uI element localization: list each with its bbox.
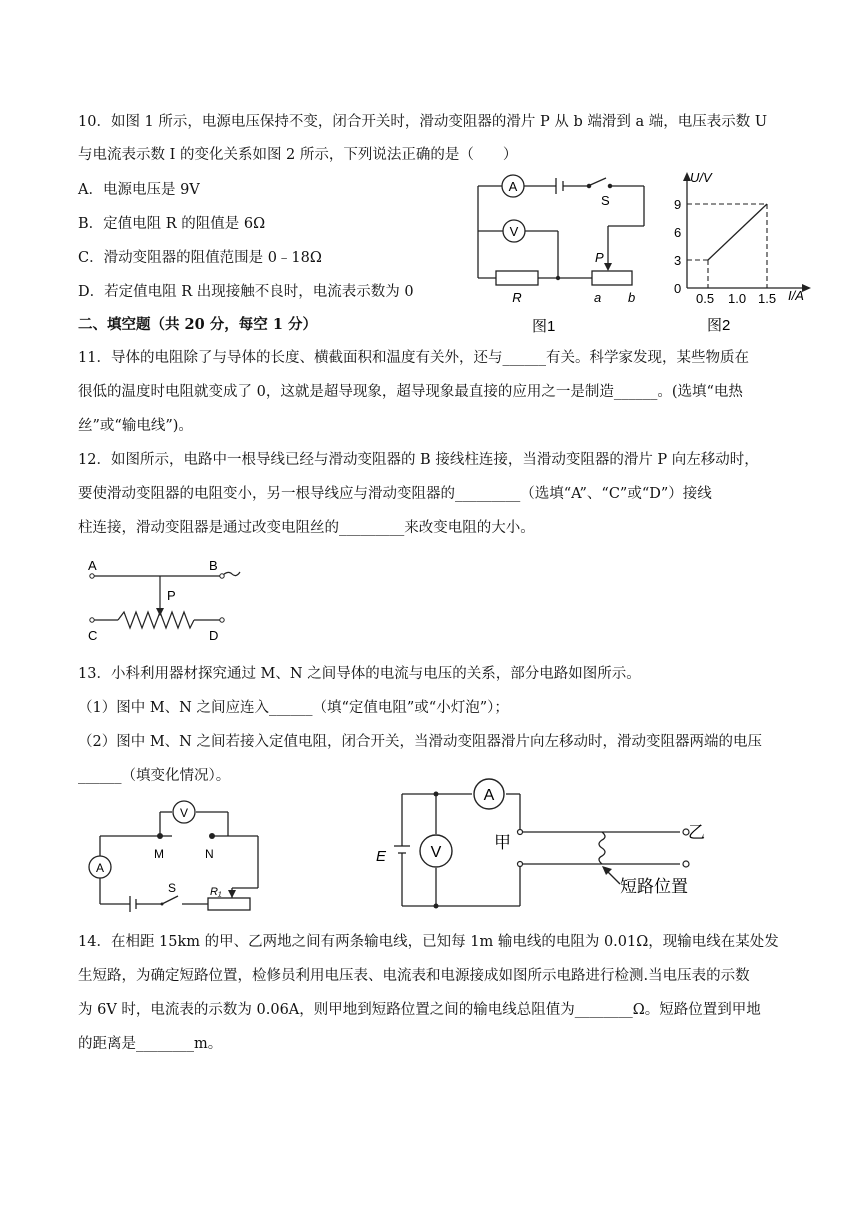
terminal-c-icon — [90, 618, 94, 622]
q13-m-label: M — [154, 847, 164, 861]
q13-n-label: N — [205, 847, 214, 861]
q12-line2: 要使滑动变阻器的电阻变小，另一根导线应与滑动变阻器的_________（选填“A”、“C”或“D”）接线 — [78, 486, 712, 502]
q14-line3: 为 6V 时，电流表的示数为 0.06A，则甲地到短路位置之间的输电线总阻值为________Ω。短路位置到甲地 — [78, 1002, 761, 1018]
junction-dot — [434, 904, 439, 909]
fig1-end-b-label: b — [628, 290, 636, 305]
terminal-m-icon — [157, 833, 163, 839]
q14-voltmeter-label: V — [430, 844, 442, 861]
q13-line4: ______（填变化情况）。 — [78, 768, 231, 784]
fig1-switch-label: S — [601, 193, 610, 208]
fig1-voltmeter-label: V — [509, 224, 519, 239]
q13-line3: （2）图中 M、N 之间若接入定值电阻，闭合开关，当滑动变阻器滑片向左移动时，滑动变阻器两端的电压 — [78, 734, 762, 750]
fig2-ytick-3: 3 — [674, 253, 682, 268]
q14-fault-label: 短路位置 — [620, 877, 688, 896]
q10-figure1-circuit — [470, 168, 650, 340]
q10-figure2-graph — [660, 166, 820, 340]
fig2-ytick-0: 0 — [674, 281, 682, 296]
switch-pivot — [161, 903, 164, 906]
q14-e-label: E — [376, 848, 387, 865]
label-d: D — [209, 628, 219, 643]
fig2-ytick-6: 6 — [674, 225, 682, 240]
q12-line3: 柱连接，滑动变阻器是通过改变电阻丝的_________来改变电阻的大小。 — [78, 520, 535, 536]
q10-stem-line2: 与电流表示数 I 的变化关系如图 2 所示，下列说法正确的是（ ） — [78, 147, 518, 163]
label-p: P — [167, 588, 176, 603]
q10-option-c: C．滑动变阻器的阻值范围是 0﹣18Ω — [78, 250, 322, 266]
fig2-xlabel: I/A — [788, 288, 804, 303]
label-a: A — [88, 558, 97, 573]
label-b: B — [209, 558, 218, 573]
fig1-resistor-label: R — [512, 290, 522, 305]
slider-arrow-icon — [156, 608, 164, 616]
q10-option-b: B．定值电阻 R 的阻值是 6Ω — [78, 216, 266, 232]
q13-s-label: S — [168, 881, 177, 895]
q13-line2: （1）图中 M、N 之间应连入______（填“定值电阻”或“小灯泡”）； — [78, 700, 509, 716]
fig1-ammeter-label: A — [508, 179, 518, 194]
q13-r1-label: R₁ — [210, 886, 222, 898]
q14-line2: 生短路，为确定短路位置，检修员利用电压表、电流表和电源接成如图所示电路进行检测.当电压表的示数 — [78, 968, 750, 984]
fig2-ylabel: U/V — [690, 170, 712, 185]
terminal-b-icon — [220, 574, 224, 578]
fig2-xtick-1.0: 1.0 — [728, 291, 747, 306]
fig2-ytick-9: 9 — [674, 197, 682, 212]
q12-line1: 12．如图所示，电路中一根导线已经与滑动变阻器的 B 接线柱连接，当滑动变阻器的滑片 P 向左移动时， — [78, 452, 759, 468]
u-i-line — [708, 204, 767, 260]
junction-dot — [434, 792, 439, 797]
junction-dot — [556, 276, 560, 280]
q13-line1: 13．小科利用器材探究通过 M、N 之间导体的电流与电压的关系，部分电路如图所示。 — [78, 666, 641, 682]
terminal-icon — [683, 861, 689, 867]
terminal-n-icon — [209, 833, 215, 839]
q11-line3: 丝”或“输电线”)。 — [78, 418, 193, 434]
q11-line1: 11．导体的电阻除了与导体的长度、横截面积和温度有关外，还与______有关。科学家发现，某些物质在 — [78, 350, 749, 366]
q13-circuit-figure — [86, 798, 276, 918]
q14-line4: 的距离是________m。 — [78, 1036, 223, 1052]
fig1-slider-label: P — [595, 250, 604, 265]
q12-rheostat-figure — [82, 558, 252, 650]
q14-ammeter-label: A — [483, 787, 495, 804]
terminal-icon — [518, 830, 523, 835]
terminal-a-icon — [90, 574, 94, 578]
label-c: C — [88, 628, 98, 643]
q14-circuit-figure — [370, 776, 710, 916]
q13-ammeter-label: A — [95, 861, 105, 875]
q13-voltmeter-label: V — [179, 806, 189, 820]
q11-line2: 很低的温度时电阻就变成了 0，这就是超导现象，超导现象最直接的应用之一是制造______。(选填“电热 — [78, 384, 743, 400]
section-heading: 二、填空题（共 20 分，每空 1 分） — [78, 316, 317, 333]
q10-option-a: A．电源电压是 9V — [78, 182, 200, 198]
fig2-xtick-1.5: 1.5 — [758, 291, 777, 306]
fig1-caption: 图1 — [532, 318, 556, 335]
slider-arrow-icon — [604, 263, 612, 271]
q14-yi-label: 乙 — [688, 823, 705, 842]
terminal-d-icon — [220, 618, 224, 622]
q10-option-d: D．若定值电阻 R 出现接触不良时，电流表示数为 0 — [78, 284, 414, 300]
terminal-icon — [518, 862, 523, 867]
q10-stem-line1: 10．如图 1 所示，电源电压保持不变，闭合开关时，滑动变阻器的滑片 P 从 b 端滑到 a 端，电压表示数 U — [78, 114, 768, 130]
fig2-xtick-0.5: 0.5 — [696, 291, 715, 306]
q14-jia-label: 甲 — [494, 833, 511, 852]
fig1-end-a-label: a — [594, 290, 602, 305]
fig2-caption: 图2 — [707, 317, 731, 334]
slider-arrow-icon — [228, 890, 236, 898]
q14-line1: 14．在相距 15km 的甲、乙两地之间有两条输电线，已知每 1m 输电线的电阻为 0.01Ω，现输电线在某处发 — [78, 934, 779, 950]
